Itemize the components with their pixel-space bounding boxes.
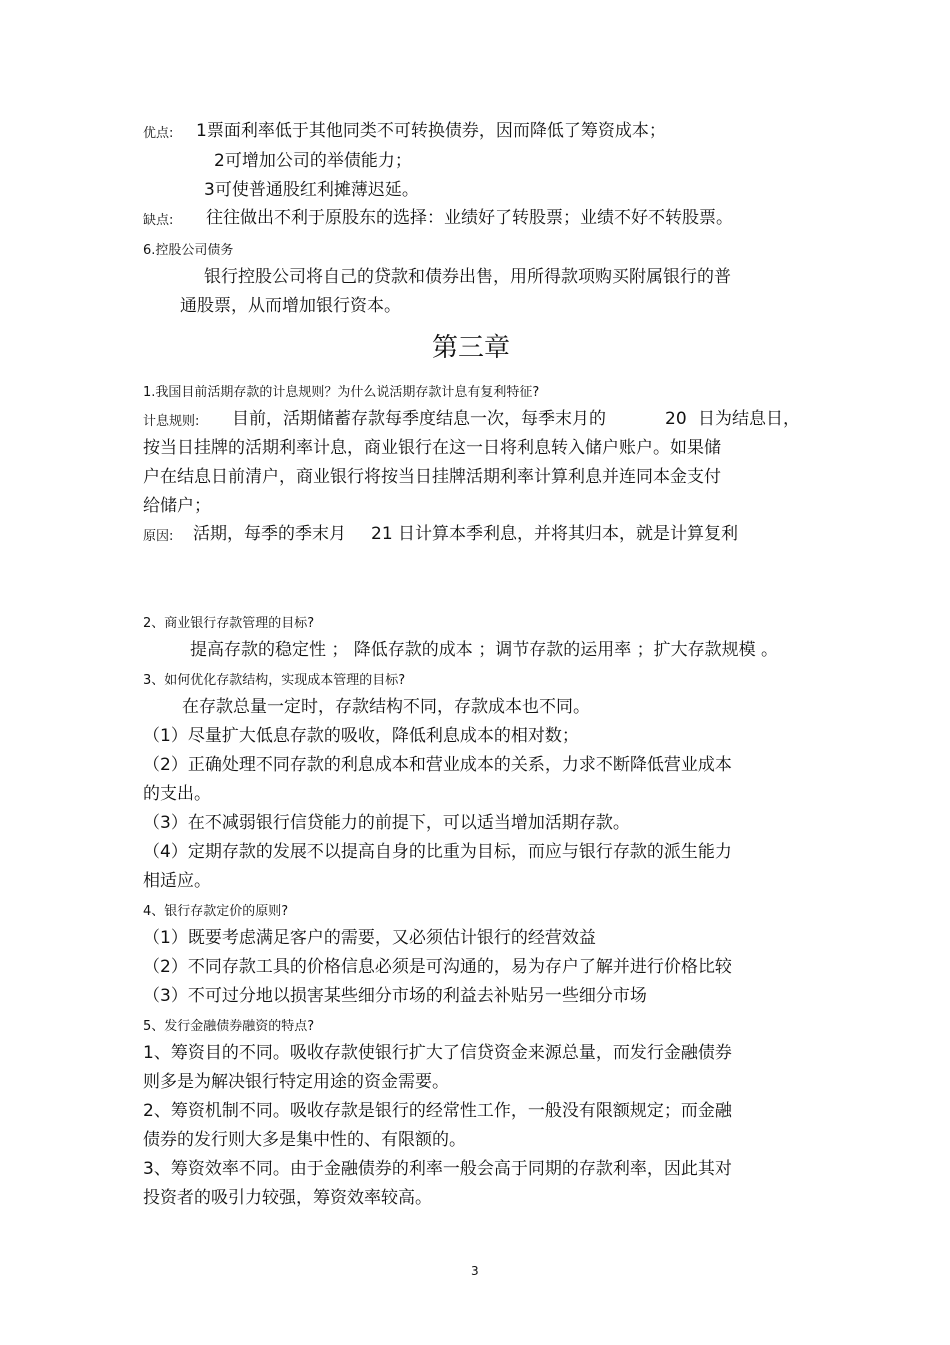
answer-number: 21 [371, 524, 393, 544]
page-number: 3 [471, 1264, 479, 1278]
answer-line: 日计算本季利息，并将其归本，就是计算复利 [398, 524, 738, 544]
advantage-item-1: 1票面利率低于其他同类不可转换债券，因而降低了筹资成本； [196, 121, 666, 141]
answer-line: 投资者的吸引力较强，筹资效率较高。 [143, 1188, 432, 1208]
paragraph-line: 通股票，从而增加银行资本。 [180, 296, 401, 316]
answer-line: 日为结息日， [698, 409, 800, 429]
answer-line: 按当日挂牌的活期利率计息，商业银行在这一日将利息转入储户账户。如果储 [143, 438, 721, 458]
answer-line: 则多是为解决银行特定用途的资金需要。 [143, 1072, 449, 1092]
answer-line: （3）在不减弱银行信贷能力的前提下，可以适当增加活期存款。 [143, 813, 630, 833]
advantage-item-2: 2可增加公司的举债能力； [214, 151, 412, 171]
answer-line: 目前，活期储蓄存款每季度结息一次，每季末月的 [232, 409, 606, 429]
question-1: 1.我国目前活期存款的计息规则？为什么说活期存款计息有复利特征? [143, 385, 540, 400]
disadvantage-text: 往往做出不利于原股东的选择：业绩好了转股票；业绩不好不转股票。 [206, 208, 733, 228]
answer-line: 债券的发行则大多是集中性的、有限额的。 [143, 1130, 466, 1150]
answer-line: 给储户； [143, 496, 211, 516]
disadvantage-label: 缺点: [143, 213, 174, 228]
answer-line: 在存款总量一定时，存款结构不同，存款成本也不同。 [182, 697, 590, 717]
answer-line: （4）定期存款的发展不以提高自身的比重为目标，而应与银行存款的派生能力 [143, 842, 732, 862]
answer-line: 2、筹资机制不同。吸收存款是银行的经常性工作，一般没有限额规定；而金融 [143, 1101, 732, 1121]
answer-line: 3、筹资效率不同。由于金融债券的利率一般会高于同期的存款利率，因此其对 [143, 1159, 732, 1179]
answer-line: （1）尽量扩大低息存款的吸收，降低利息成本的相对数； [143, 726, 579, 746]
answer-line: 提高存款的稳定性 ； 降低存款的成本 ；调节存款的运用率 ；扩大存款规模 。 [190, 640, 779, 660]
answer-line: 的支出。 [143, 784, 211, 804]
answer-line: （1）既要考虑满足客户的需要，又必须估计银行的经营效益 [143, 928, 596, 948]
question-5: 5、发行金融债券融资的特点? [143, 1019, 315, 1034]
answer-line: 相适应。 [143, 871, 211, 891]
section-heading-6: 6.控股公司债务 [143, 243, 234, 258]
answer-line: （2）不同存款工具的价格信息必须是可沟通的，易为存户了解并进行价格比较 [143, 957, 732, 977]
advantage-label: 优点: [143, 126, 174, 141]
question-4: 4、银行存款定价的原则? [143, 904, 289, 919]
answer-number: 20 [665, 409, 687, 429]
answer-line: （3）不可过分地以损害某些细分市场的利益去补贴另一些细分市场 [143, 986, 647, 1006]
interest-rule-label: 计息规则: [143, 414, 200, 429]
paragraph-line: 银行控股公司将自己的贷款和债券出售，用所得款项购买附属银行的普 [204, 267, 731, 287]
answer-line: 活期，每季的季末月 [193, 524, 346, 544]
answer-line: 户在结息日前清户，商业银行将按当日挂牌活期利率计算利息并连同本金支付 [143, 467, 721, 487]
answer-line: （2）正确处理不同存款的利息成本和营业成本的关系，力求不断降低营业成本 [143, 755, 732, 775]
question-3: 3、如何优化存款结构，实现成本管理的目标? [143, 673, 406, 688]
chapter-title: 第三章 [432, 333, 511, 363]
answer-line: 1、筹资目的不同。吸收存款使银行扩大了信贷资金来源总量，而发行金融债券 [143, 1043, 732, 1063]
advantage-item-3: 3可使普通股红利摊薄迟延。 [204, 180, 419, 200]
reason-label: 原因: [143, 529, 174, 544]
question-2: 2、商业银行存款管理的目标? [143, 616, 315, 631]
